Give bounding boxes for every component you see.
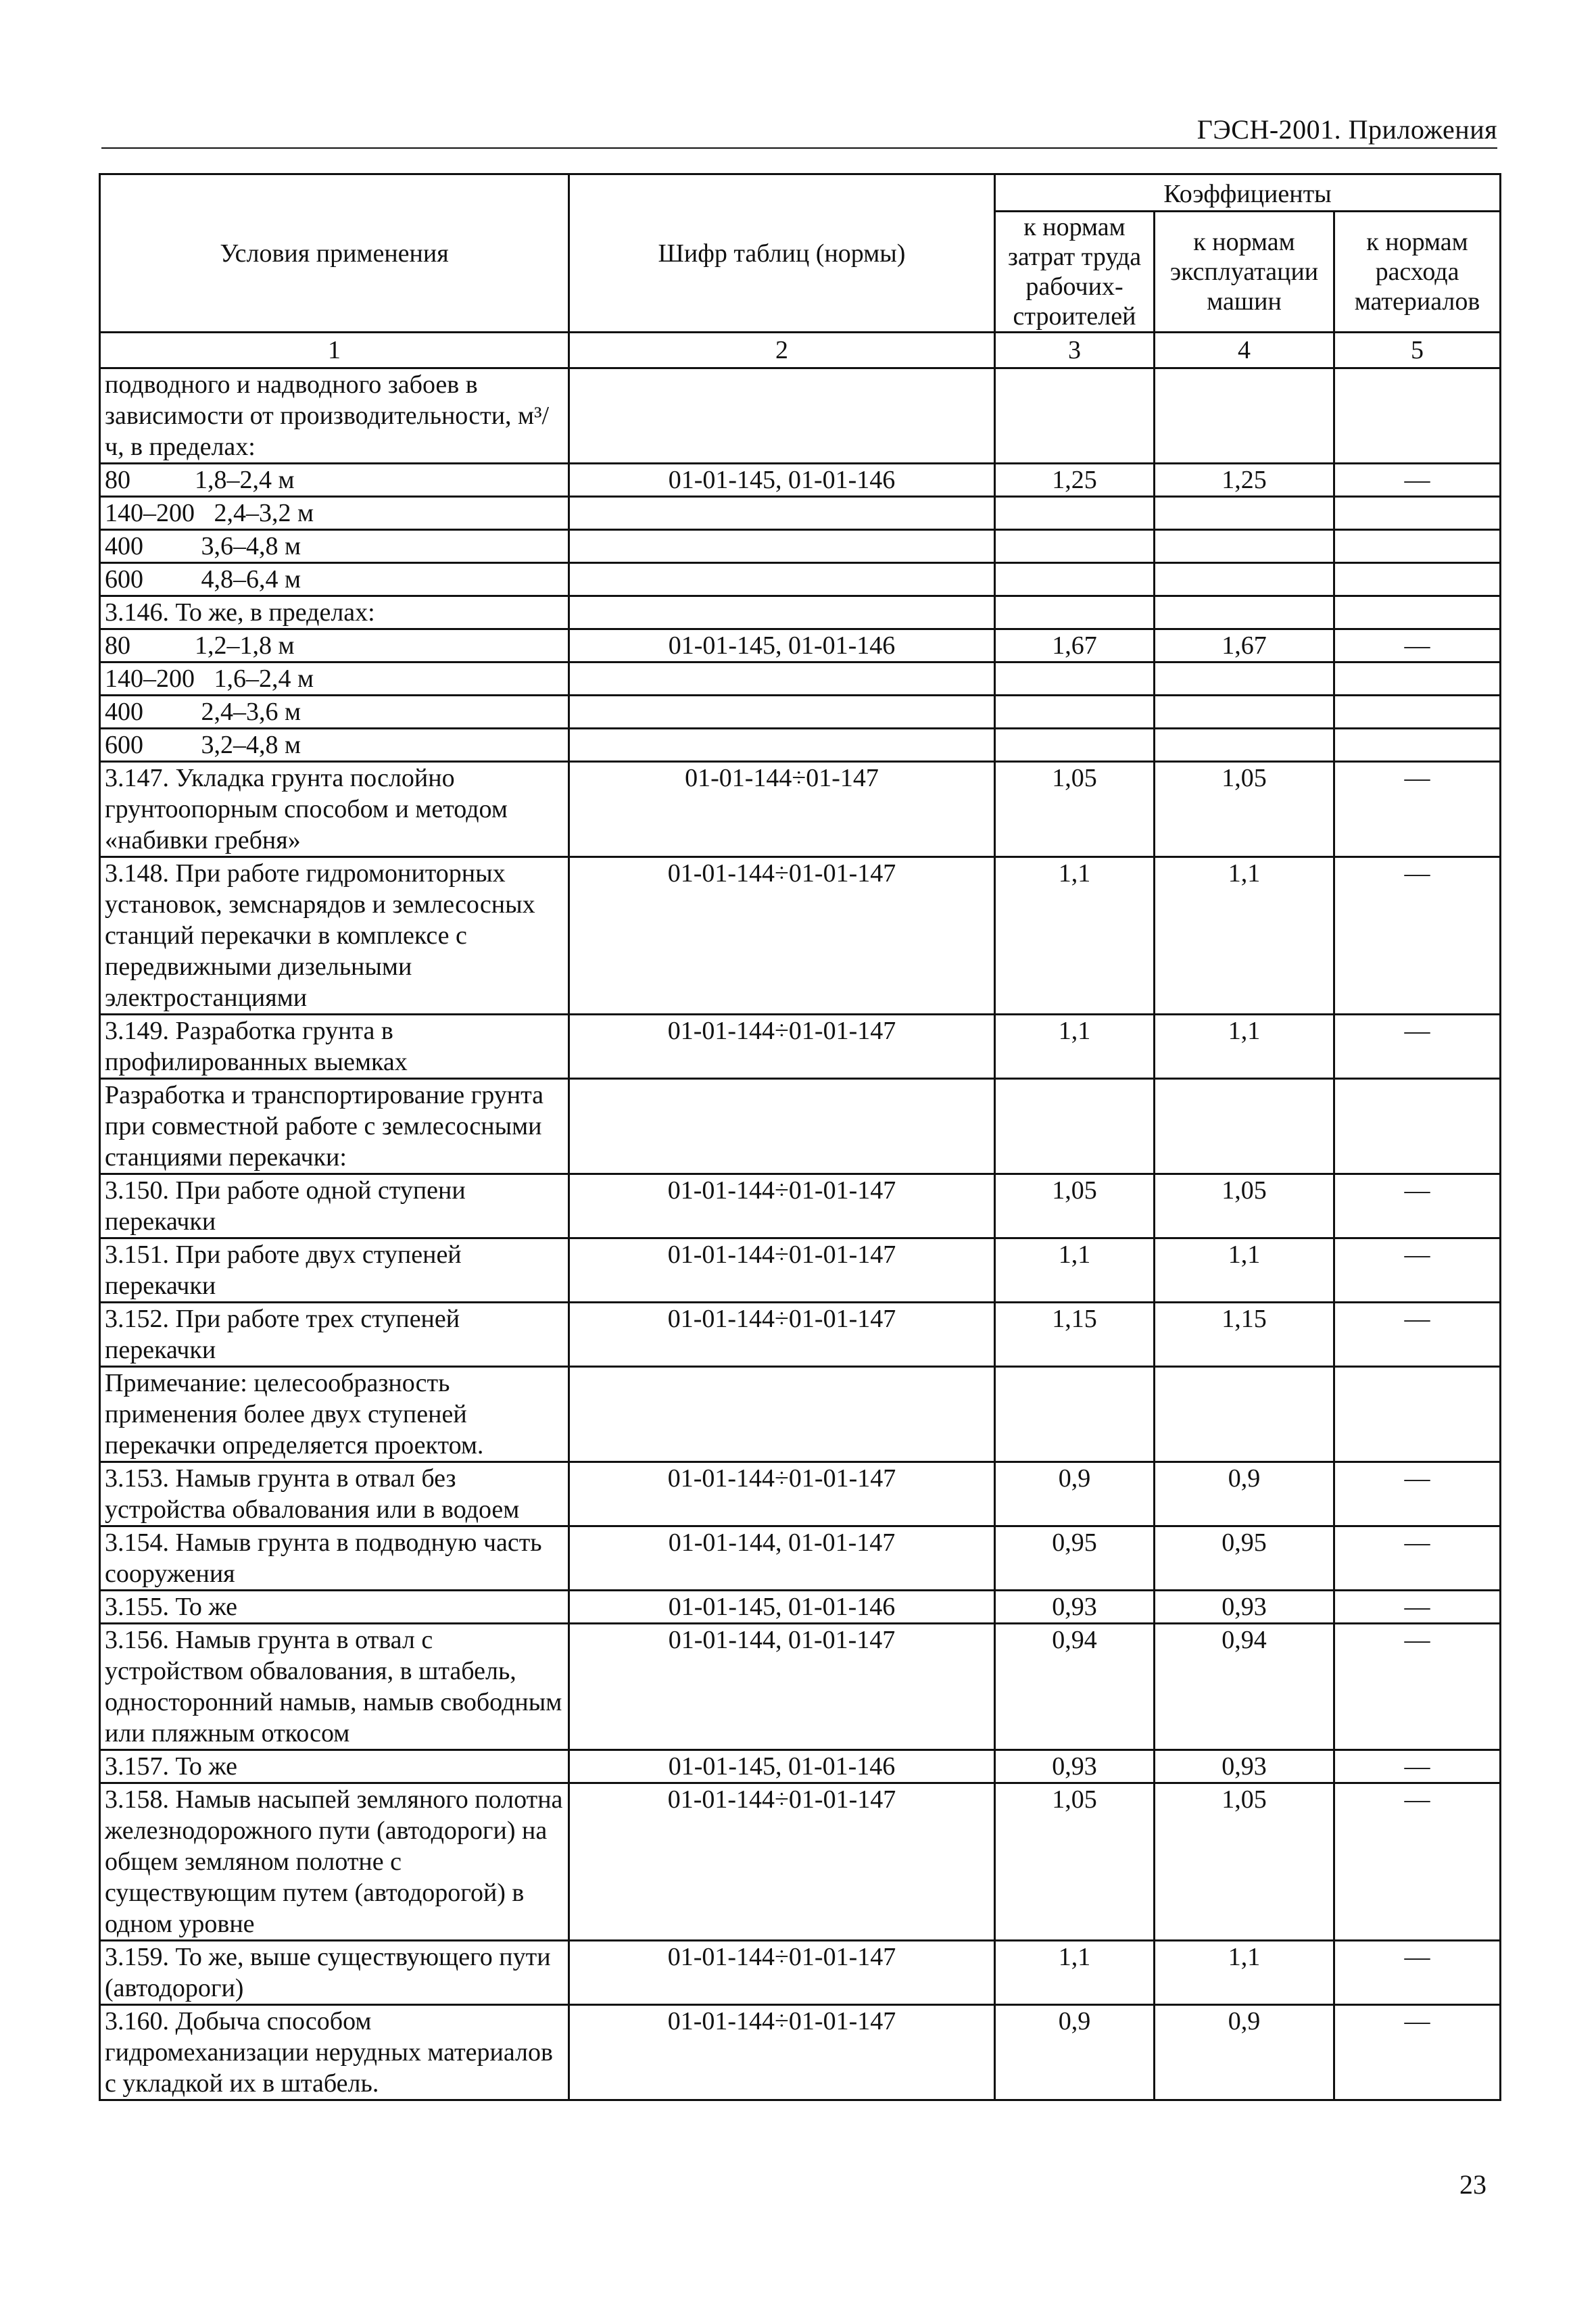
page-number: 23 (1459, 2169, 1486, 2200)
cell-c3 (995, 563, 1155, 596)
cell-c1: 140–200 1,6–2,4 м (100, 662, 569, 696)
table-row (100, 2005, 1501, 2100)
cell-c1: 3.149. Разработка грунта в профилированных выемках (100, 1015, 569, 1079)
cell-c1: 80 1,8–2,4 м (100, 464, 569, 497)
cell-c5: — (1334, 1624, 1501, 1750)
cell-c5 (1334, 596, 1501, 629)
cell-c2: 01-01-145, 01-01-146 (569, 1591, 995, 1624)
cell-c5 (1334, 1079, 1501, 1174)
cell-c3 (995, 729, 1155, 762)
cell-c3 (995, 662, 1155, 696)
table-row (100, 857, 1501, 1015)
cell-c3 (995, 368, 1155, 464)
cell-c3 (995, 530, 1155, 563)
cell-c1: 80 1,2–1,8 м (100, 629, 569, 662)
cell-c5: — (1334, 857, 1501, 1015)
cell-c4: 1,05 (1155, 762, 1334, 857)
cell-c2: 01-01-144, 01-01-147 (569, 1526, 995, 1591)
cell-c1: 3.146. То же, в пределах: (100, 596, 569, 629)
table-row (100, 1750, 1501, 1783)
cell-c5: — (1334, 762, 1501, 857)
header-conditions: Условия применения (100, 174, 569, 333)
cell-c2 (569, 497, 995, 530)
header-table-code: Шифр таблиц (нормы) (569, 174, 995, 333)
cell-c5: — (1334, 1174, 1501, 1238)
table-row (100, 1624, 1501, 1750)
table-row (100, 1303, 1501, 1367)
header-coefficients: Коэффициенты (995, 174, 1501, 212)
cell-c2 (569, 368, 995, 464)
cell-c4 (1155, 596, 1334, 629)
cell-c5: — (1334, 1750, 1501, 1783)
cell-c5 (1334, 368, 1501, 464)
column-numbers-row (100, 333, 1501, 368)
cell-c2: 01-01-144÷01-01-147 (569, 1941, 995, 2005)
cell-c2: 01-01-144÷01-01-147 (569, 2005, 995, 2100)
cell-c1: 3.156. Намыв грунта в отвал с устройством обвалования, в штабель, односторонний намыв, намыв свободным или пляжным откосом (100, 1624, 569, 1750)
cell-c1: Разработка и транспортирование грунта при совместной работе с землесосными станциями перекачки: (100, 1079, 569, 1174)
cell-c1: Примечание: целесообразность применения более двух ступеней перекачки определяется проектом. (100, 1367, 569, 1462)
column-number: 5 (1334, 333, 1501, 368)
cell-c2 (569, 530, 995, 563)
table-row (100, 464, 1501, 497)
cell-c3 (995, 1079, 1155, 1174)
cell-c1: 3.157. То же (100, 1750, 569, 1783)
cell-c3: 1,05 (995, 762, 1155, 857)
cell-c5: — (1334, 1303, 1501, 1367)
table-row (100, 368, 1501, 464)
table-row (100, 497, 1501, 530)
cell-c4: 1,15 (1155, 1303, 1334, 1367)
cell-c3: 1,15 (995, 1303, 1155, 1367)
cell-c4: 0,93 (1155, 1591, 1334, 1624)
cell-c2: 01-01-145, 01-01-146 (569, 1750, 995, 1783)
cell-c2: 01-01-144÷01-01-147 (569, 1303, 995, 1367)
cell-c1: 3.153. Намыв грунта в отвал без устройства обвалования или в водоем (100, 1462, 569, 1526)
cell-c4: 0,9 (1155, 1462, 1334, 1526)
table-row (100, 1238, 1501, 1303)
cell-c5: — (1334, 1591, 1501, 1624)
cell-c2: 01-01-145, 01-01-146 (569, 464, 995, 497)
cell-c2 (569, 563, 995, 596)
cell-c4 (1155, 1079, 1334, 1174)
table-row (100, 596, 1501, 629)
cell-c3: 1,1 (995, 857, 1155, 1015)
cell-c5: — (1334, 1238, 1501, 1303)
table-row (100, 729, 1501, 762)
cell-c2: 01-01-144÷01-01-147 (569, 857, 995, 1015)
table-row (100, 629, 1501, 662)
cell-c1: 600 4,8–6,4 м (100, 563, 569, 596)
cell-c5: — (1334, 1526, 1501, 1591)
cell-c3: 1,05 (995, 1174, 1155, 1238)
header-machines-coef: к нормам эксплуатации машин (1155, 212, 1334, 333)
cell-c1: 3.152. При работе трех ступеней перекачки (100, 1303, 569, 1367)
cell-c5 (1334, 696, 1501, 729)
cell-c4 (1155, 563, 1334, 596)
cell-c4: 1,1 (1155, 1941, 1334, 2005)
column-number: 2 (569, 333, 995, 368)
cell-c1: 3.147. Укладка грунта послойно грунтоопорным способом и методом «набивки гребня» (100, 762, 569, 857)
cell-c1: 3.148. При работе гидромониторных установок, земснарядов и землесосных станций перекачки в комплексе с передвижными дизельными электростанциями (100, 857, 569, 1015)
cell-c5: — (1334, 629, 1501, 662)
table-row (100, 563, 1501, 596)
cell-c1: 400 2,4–3,6 м (100, 696, 569, 729)
cell-c3: 1,25 (995, 464, 1155, 497)
cell-c1: подводного и надводного забоев в зависимости от производительности, м³/ч, в пределах: (100, 368, 569, 464)
cell-c2 (569, 1367, 995, 1462)
cell-c4 (1155, 662, 1334, 696)
column-number: 3 (995, 333, 1155, 368)
cell-c2: 01-01-144÷01-01-147 (569, 1174, 995, 1238)
cell-c4: 1,1 (1155, 857, 1334, 1015)
coefficients-table (99, 173, 1501, 2101)
cell-c2: 01-01-144÷01-147 (569, 762, 995, 857)
cell-c1: 140–200 2,4–3,2 м (100, 497, 569, 530)
cell-c3: 1,1 (995, 1941, 1155, 2005)
cell-c1: 3.160. Добыча способом гидромеханизации нерудных материалов с укладкой их в штабель. (100, 2005, 569, 2100)
cell-c2 (569, 696, 995, 729)
cell-c3: 0,94 (995, 1624, 1155, 1750)
cell-c5 (1334, 563, 1501, 596)
table-row (100, 1367, 1501, 1462)
table-row (100, 1462, 1501, 1526)
cell-c5: — (1334, 2005, 1501, 2100)
table-row (100, 1079, 1501, 1174)
cell-c4: 0,94 (1155, 1624, 1334, 1750)
cell-c4 (1155, 368, 1334, 464)
table-row (100, 1174, 1501, 1238)
cell-c2: 01-01-144÷01-01-147 (569, 1783, 995, 1941)
table-row (100, 1015, 1501, 1079)
cell-c1: 3.150. При работе одной ступени перекачки (100, 1174, 569, 1238)
table-row (100, 696, 1501, 729)
header-labor-coef: к нормам затрат труда рабочих-строителей (995, 212, 1155, 333)
cell-c3 (995, 696, 1155, 729)
cell-c5: — (1334, 464, 1501, 497)
table-row (100, 1941, 1501, 2005)
cell-c2 (569, 1079, 995, 1174)
cell-c3: 0,93 (995, 1750, 1155, 1783)
header-divider (101, 147, 1497, 149)
cell-c1: 3.155. То же (100, 1591, 569, 1624)
cell-c4 (1155, 1367, 1334, 1462)
cell-c4: 0,93 (1155, 1750, 1334, 1783)
cell-c3: 0,95 (995, 1526, 1155, 1591)
table-body (100, 368, 1501, 2100)
column-number: 1 (100, 333, 569, 368)
header-materials-coef: к нормам расхода материалов (1334, 212, 1501, 333)
cell-c3: 1,1 (995, 1015, 1155, 1079)
cell-c5 (1334, 497, 1501, 530)
page-header-title: ГЭСН-2001. Приложения (1196, 114, 1497, 145)
cell-c1: 3.158. Намыв насыпей земляного полотна железнодорожного пути (автодороги) на общем земляном полотне с существующим путем (автодорогой) в одном уровне (100, 1783, 569, 1941)
cell-c1: 400 3,6–4,8 м (100, 530, 569, 563)
cell-c5: — (1334, 1015, 1501, 1079)
cell-c5: — (1334, 1783, 1501, 1941)
table-row (100, 1526, 1501, 1591)
table-row (100, 762, 1501, 857)
cell-c2: 01-01-144÷01-01-147 (569, 1238, 995, 1303)
cell-c4: 1,1 (1155, 1238, 1334, 1303)
cell-c1: 3.159. То же, выше существующего пути (автодороги) (100, 1941, 569, 2005)
cell-c3 (995, 1367, 1155, 1462)
table-row (100, 662, 1501, 696)
cell-c1: 3.151. При работе двух ступеней перекачки (100, 1238, 569, 1303)
cell-c4 (1155, 696, 1334, 729)
cell-c3 (995, 596, 1155, 629)
cell-c5 (1334, 729, 1501, 762)
cell-c2 (569, 662, 995, 696)
table-row (100, 1783, 1501, 1941)
cell-c2: 01-01-144÷01-01-147 (569, 1462, 995, 1526)
cell-c5 (1334, 1367, 1501, 1462)
cell-c4: 1,05 (1155, 1174, 1334, 1238)
cell-c3: 0,93 (995, 1591, 1155, 1624)
cell-c3: 1,67 (995, 629, 1155, 662)
cell-c2: 01-01-145, 01-01-146 (569, 629, 995, 662)
cell-c2: 01-01-144, 01-01-147 (569, 1624, 995, 1750)
table-row (100, 530, 1501, 563)
cell-c2 (569, 729, 995, 762)
cell-c1: 600 3,2–4,8 м (100, 729, 569, 762)
cell-c4 (1155, 497, 1334, 530)
cell-c1: 3.154. Намыв грунта в подводную часть сооружения (100, 1526, 569, 1591)
cell-c4 (1155, 729, 1334, 762)
cell-c4: 1,05 (1155, 1783, 1334, 1941)
cell-c3: 1,1 (995, 1238, 1155, 1303)
cell-c3: 1,05 (995, 1783, 1155, 1941)
cell-c4: 1,67 (1155, 629, 1334, 662)
cell-c3 (995, 497, 1155, 530)
cell-c3: 0,9 (995, 1462, 1155, 1526)
cell-c2: 01-01-144÷01-01-147 (569, 1015, 995, 1079)
cell-c5: — (1334, 1462, 1501, 1526)
cell-c5 (1334, 530, 1501, 563)
cell-c4 (1155, 530, 1334, 563)
column-number: 4 (1155, 333, 1334, 368)
cell-c4: 0,95 (1155, 1526, 1334, 1591)
table-row (100, 1591, 1501, 1624)
cell-c4: 1,1 (1155, 1015, 1334, 1079)
cell-c4: 1,25 (1155, 464, 1334, 497)
cell-c5: — (1334, 1941, 1501, 2005)
cell-c3: 0,9 (995, 2005, 1155, 2100)
cell-c4: 0,9 (1155, 2005, 1334, 2100)
cell-c2 (569, 596, 995, 629)
cell-c5 (1334, 662, 1501, 696)
